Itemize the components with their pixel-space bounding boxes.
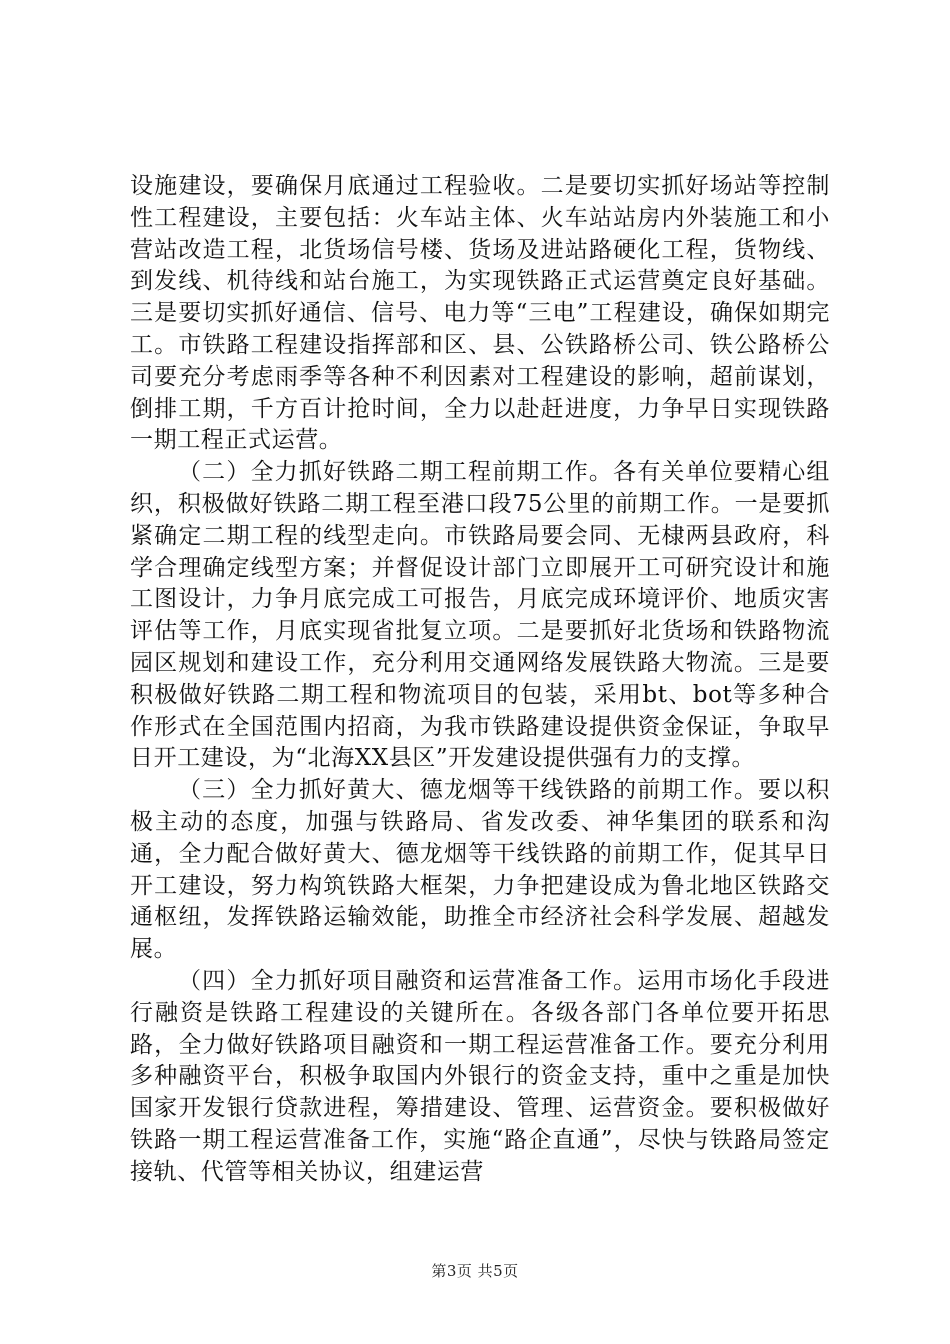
document-body [130, 171, 830, 1189]
paragraph-section-two: （二）全力抓好铁路二期工程前期工作。各有关单位要精心组织，积极做好铁路二期工程至港口段75公里的前期工作。一是要抓紧确定二期工程的线型走向。市铁路局要会同、无棣两县政府，科学合理确定线型方案；并督促设计部门立即展开工可研究设计和施工图设计，力争月底完成工可报告，月底完成环境评价、地质灾害评估等工作，月底实现省批复立项。二是要抓好北货场和铁路物流园区规划和建设工作，充分利用交通网络发展铁路大物流。三是要积极做好铁路二期工程和物流项目的包装，采用bt、bot等多种合作形式在全国范围内招商，为我市铁路建设提供资金保证，争取早日开工建设，为“北海XX县区”开发建设提供强有力的支撑。 [130, 459, 830, 772]
paragraph-section-four: （四）全力抓好项目融资和运营准备工作。运用市场化手段进行融资是铁路工程建设的关键所在。各级各部门各单位要开拓思路，全力做好铁路项目融资和一期工程运营准备工作。要充分利用多种融资平台，积极争取国内外银行的资金支持，重中之重是加快国家开发银行贷款进程，筹措建设、管理、运营资金。要积极做好铁路一期工程运营准备工作，实施“路企直通”，尽快与铁路局签定接轨、代管等相关协议，组建运营 [130, 967, 830, 1185]
paragraph-section-three: （三）全力抓好黄大、德龙烟等干线铁路的前期工作。要以积极主动的态度，加强与铁路局、省发改委、神华集团的联系和沟通，全力配合做好黄大、德龙烟等干线铁路的前期工作，促其早日开工建设，努力构筑铁路大框架，力争把建设成为鲁北地区铁路交通枢纽，发挥铁路运输效能，助推全市经济社会科学发展、超越发展。 [130, 777, 830, 963]
page-footer: 第3页 共5页 [431, 1262, 519, 1280]
paragraph-continuation: 设施建设，要确保月底通过工程验收。二是要切实抓好场站等控制性工程建设，主要包括：火车站主体、火车站站房内外装施工和小营站改造工程，北货场信号楼、货场及进站路硬化工程，货物线、到发线、机待线和站台施工，为实现铁路正式运营奠定良好基础。三是要切实抓好通信、信号、电力等“三电”工程建设，确保如期完工。市铁路工程建设指挥部和区、县、公铁路桥公司、铁公路桥公司要充分考虑雨季等各种不利因素对工程建设的影响，超前谋划，倒排工期，千方百计抢时间，全力以赴赶进度，力争早日实现铁路一期工程正式运营。 [130, 173, 830, 454]
